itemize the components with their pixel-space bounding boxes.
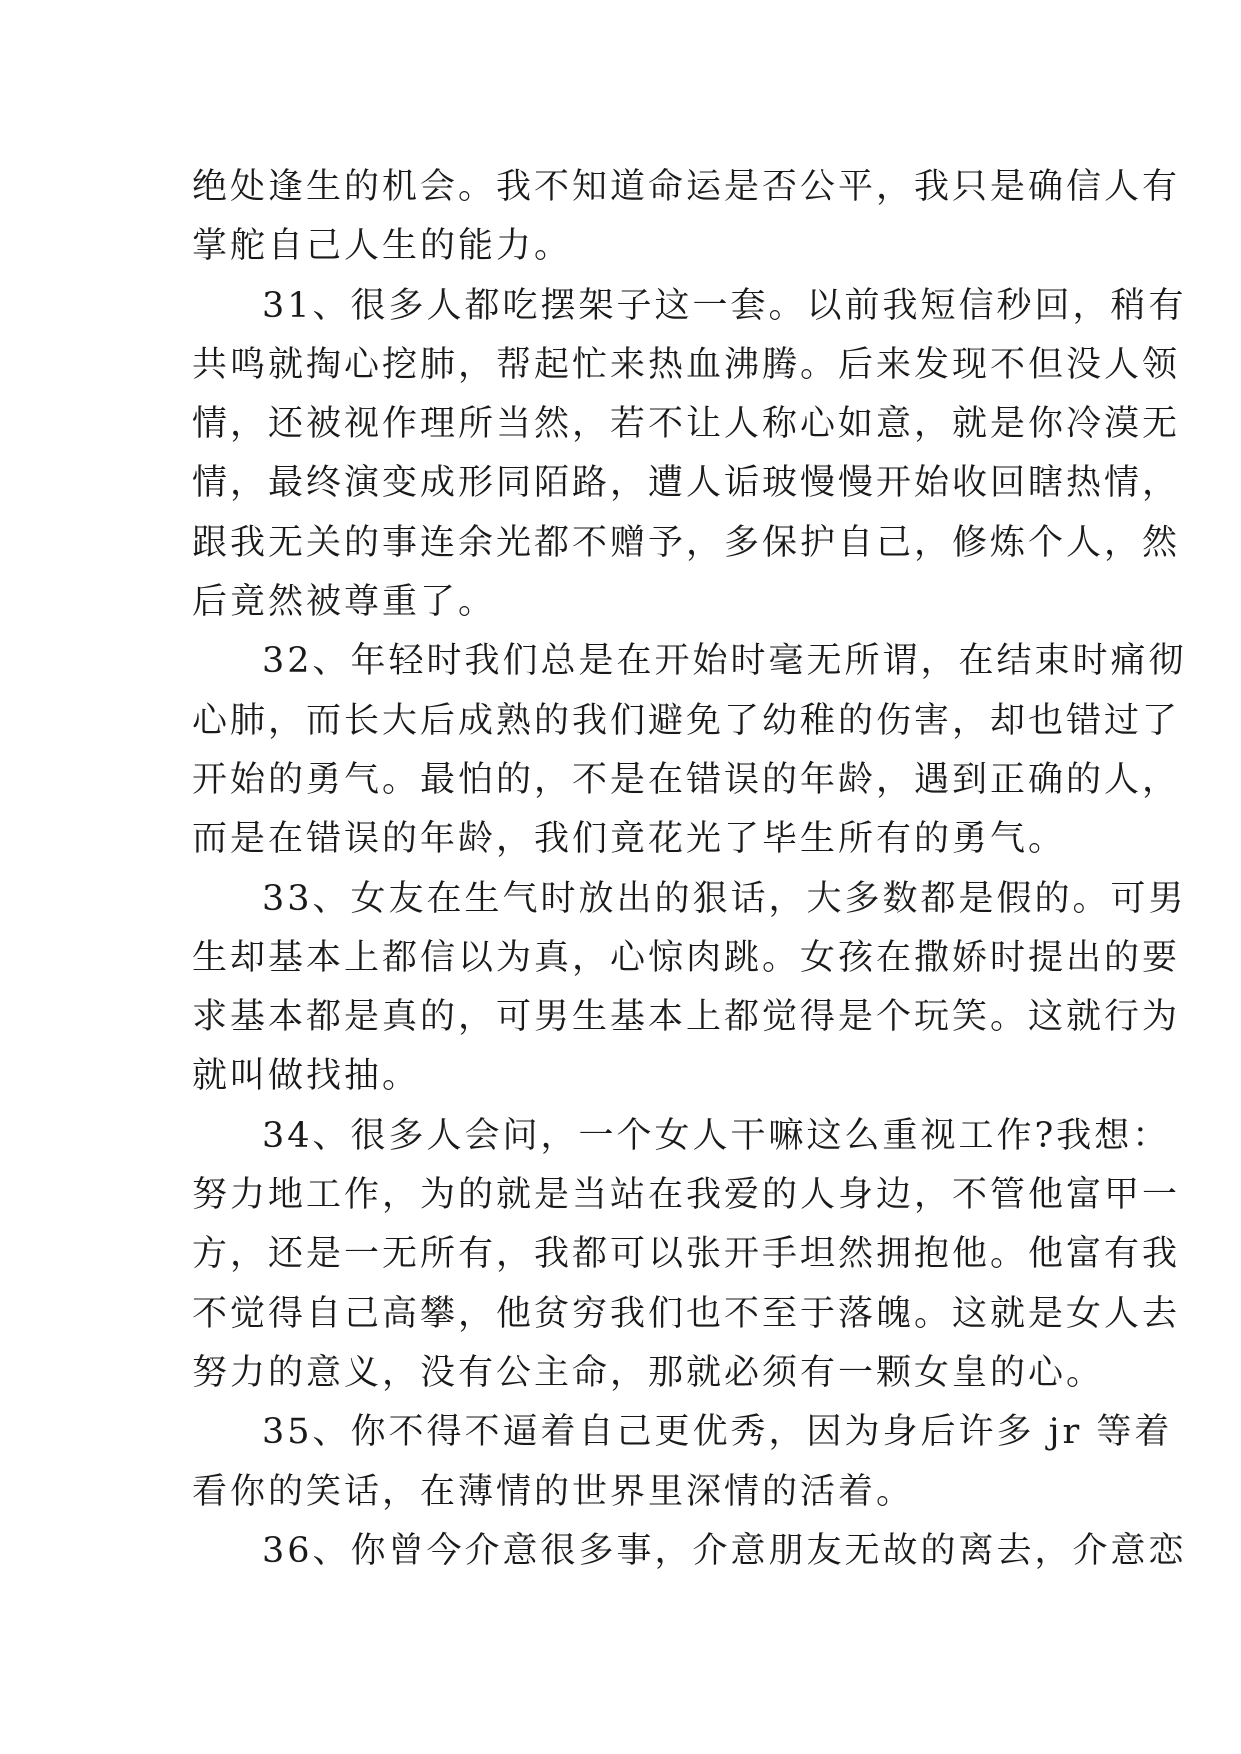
text-line: 开始的勇气。最怕的，不是在错误的年龄，遇到正确的人， <box>192 759 1181 800</box>
text-line: 绝处逢生的机会。我不知道命运是否公平，我只是确信人有 <box>192 167 1181 207</box>
text-line: 35、你不得不逼着自己更优秀，因为身后许多 jr 等着 <box>262 1412 1173 1453</box>
text-line: 情，还被视作理所当然，若不让人称心如意，就是你冷漠无 <box>192 404 1181 445</box>
text-line: 看你的笑话，在薄情的世界里深情的活着。 <box>192 1471 915 1512</box>
text-line: 后竟然被尊重了。 <box>192 582 497 623</box>
text-line: 心肺，而长大后成熟的我们避免了幼稚的伤害，却也错过了 <box>192 700 1181 741</box>
text-line: 努力地工作，为的就是当站在我爱的人身边，不管他富甲一 <box>192 1175 1181 1216</box>
text-line: 就叫做找抽。 <box>192 1056 421 1097</box>
text-line: 方，还是一无所有，我都可以张开手坦然拥抱他。他富有我 <box>192 1234 1181 1275</box>
text-line: 努力的意义，没有公主命，那就必须有一颗女皇的心。 <box>192 1352 1105 1393</box>
text-line: 34、很多人会问，一个女人干嘛这么重视工作?我想： <box>262 1115 1171 1156</box>
text-line: 求基本都是真的，可男生基本上都觉得是个玩笑。这就行为 <box>192 997 1181 1038</box>
text-line: 31、很多人都吃摆架子这一套。以前我短信秒回，稍有 <box>262 285 1187 326</box>
text-line: 不觉得自己高攀，他贫穷我们也不至于落魄。这就是女人去 <box>192 1293 1181 1334</box>
text-line: 33、女友在生气时放出的狠话，大多数都是假的。可男 <box>262 878 1187 919</box>
text-line: 32、年轻时我们总是在开始时毫无所谓，在结束时痛彻 <box>262 641 1187 682</box>
text-line: 36、你曾今介意很多事，介意朋友无故的离去，介意恋 <box>262 1530 1187 1571</box>
text-line: 而是在错误的年龄，我们竟花光了毕生所有的勇气。 <box>192 819 1067 860</box>
text-line: 共鸣就掏心挖肺，帮起忙来热血沸腾。后来发现不但没人领 <box>192 344 1181 385</box>
text-line: 掌舵自己人生的能力。 <box>192 226 573 267</box>
text-line: 生却基本上都信以为真，心惊肉跳。女孩在撒娇时提出的要 <box>192 937 1181 978</box>
text-line: 情，最终演变成形同陌路，遭人诟玻慢慢开始收回瞎热情， <box>192 463 1181 504</box>
document-body <box>192 158 1187 1581</box>
text-line: 跟我无关的事连余光都不赠予，多保护自己，修炼个人，然 <box>192 522 1181 563</box>
